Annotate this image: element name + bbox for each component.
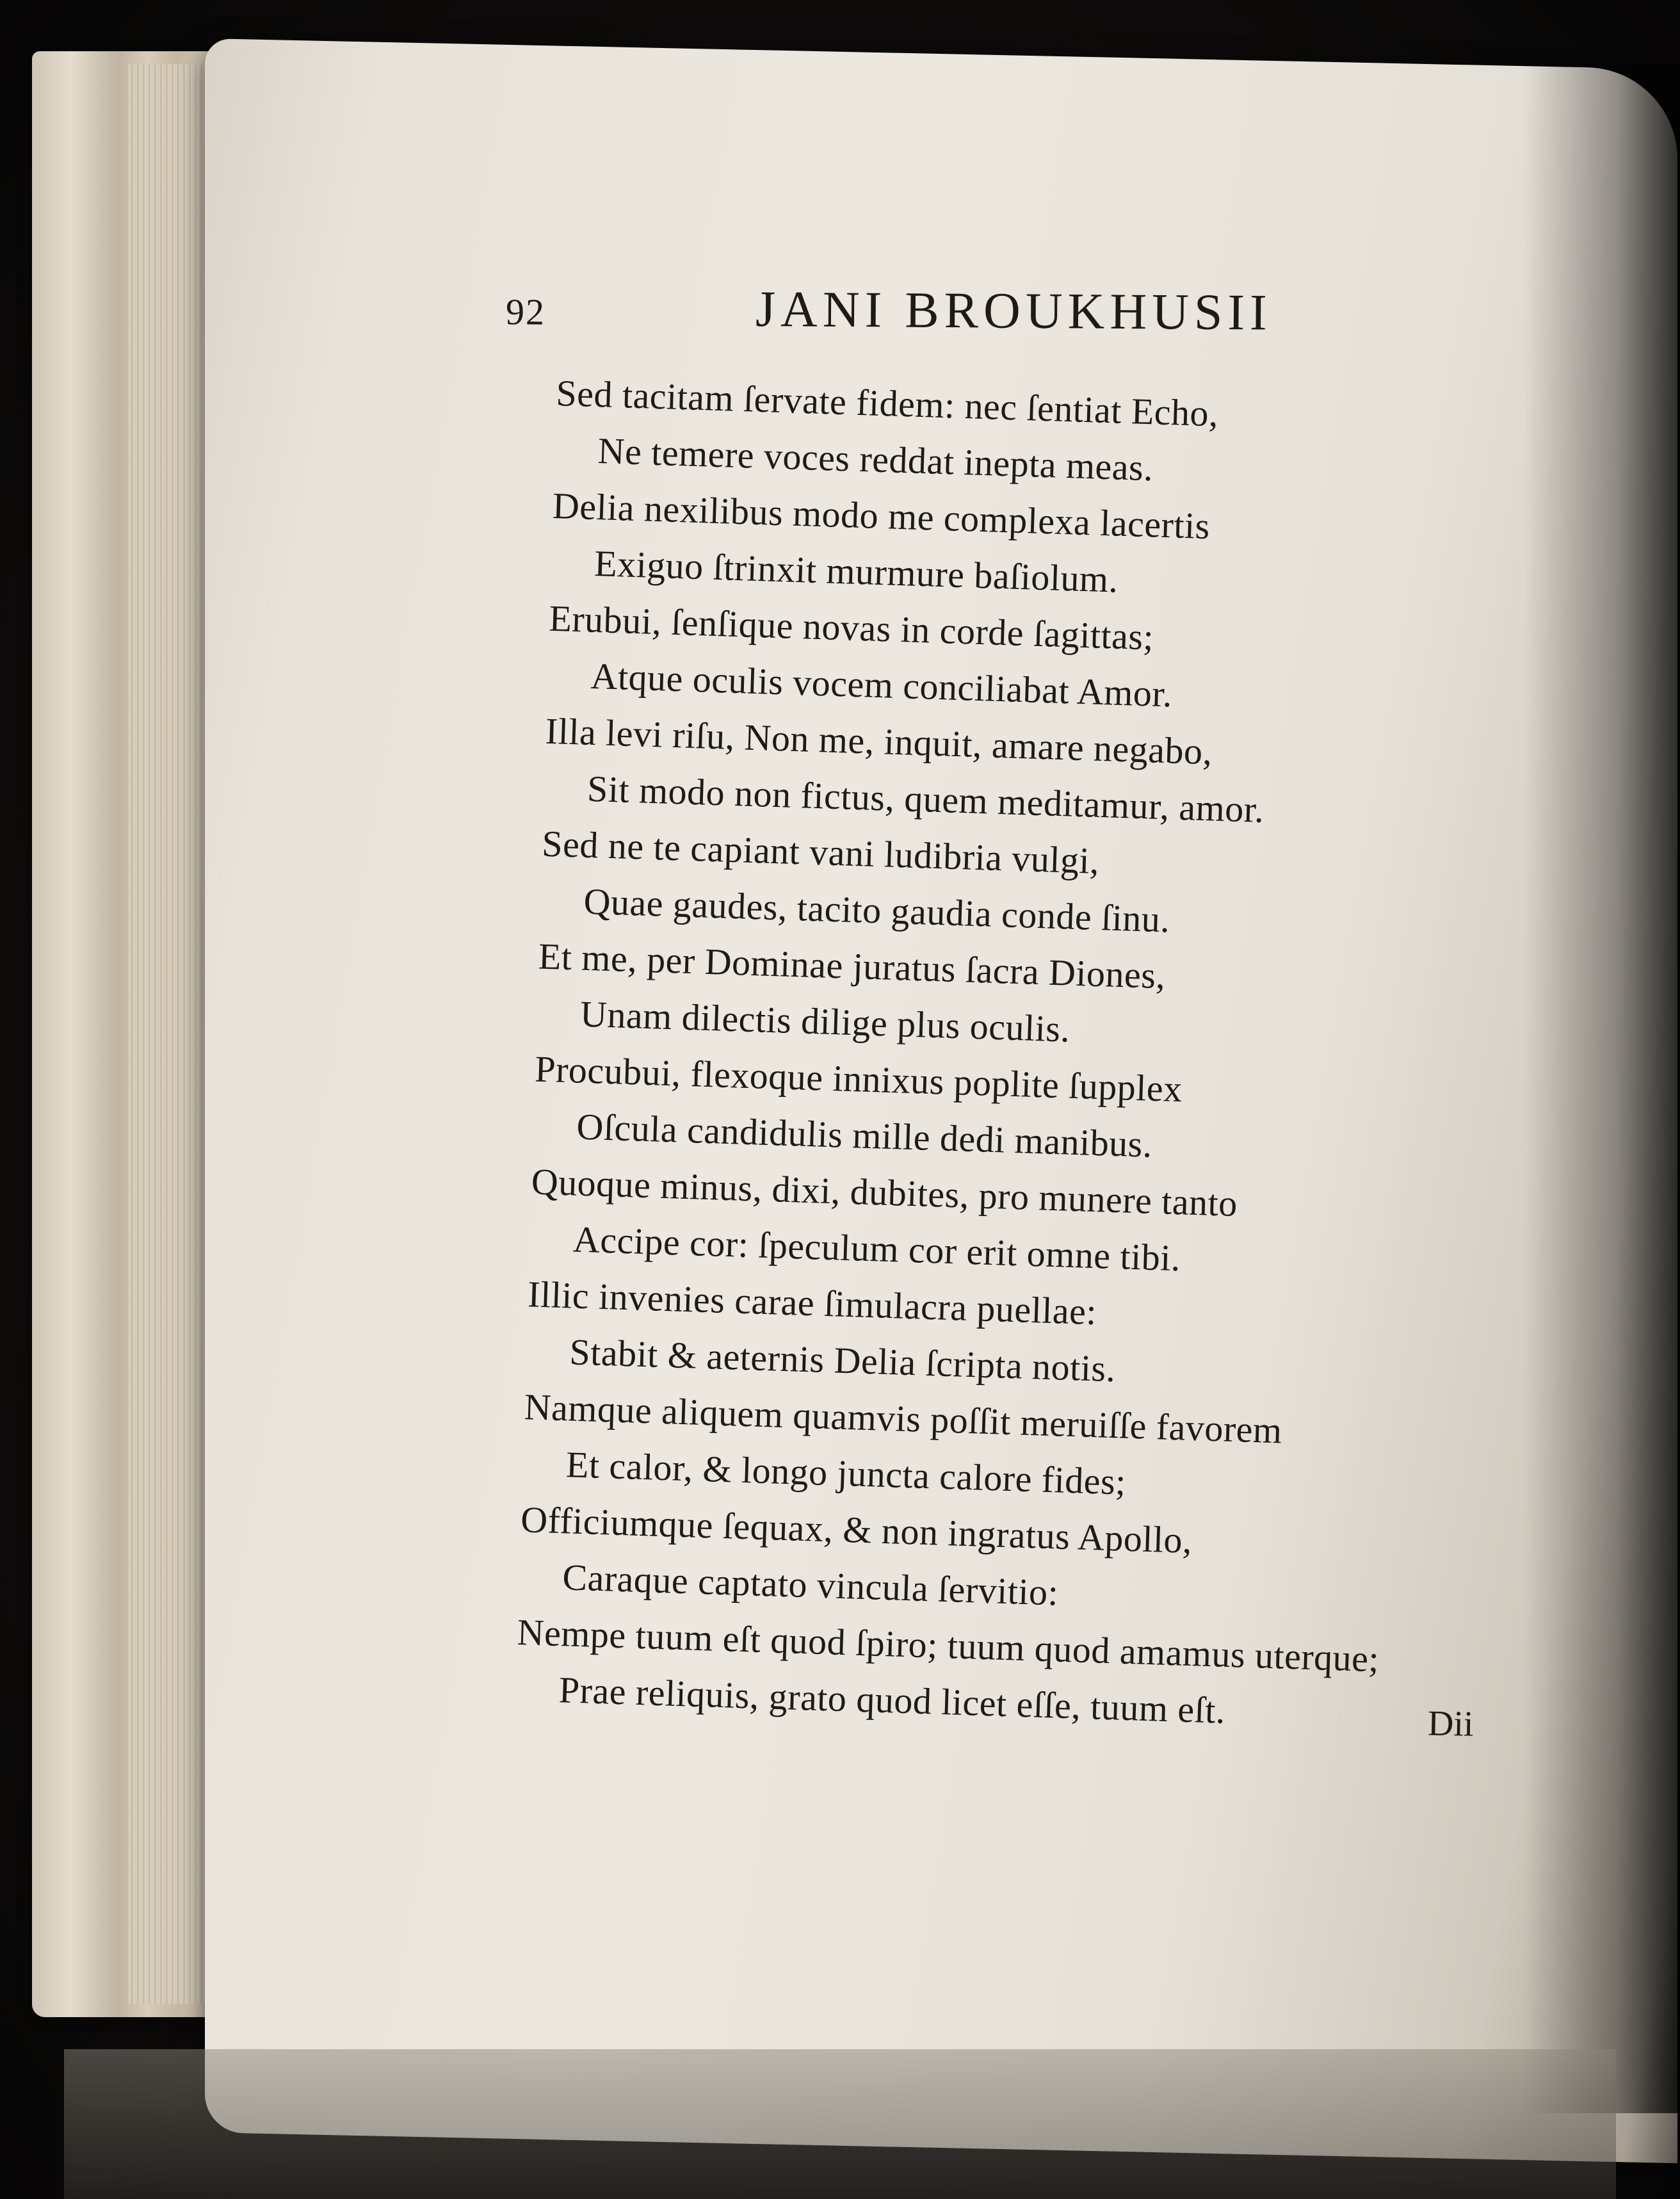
- page-number: 92: [505, 291, 546, 333]
- verse-line: Stabit & aeternis Delia ſcripta notis.: [569, 1331, 1117, 1390]
- verse-line: Unam dilectis dilige plus oculis.: [579, 993, 1071, 1050]
- verse-line: Sit modo non fictus, quem meditamur, amor.: [586, 767, 1265, 831]
- signature-mark: Dii: [1427, 1703, 1474, 1744]
- verse-line: Caraque captato vincula ſervitio:: [561, 1556, 1060, 1614]
- verse-line: Delia nexilibus modo me complexa lacertis: [552, 484, 1211, 548]
- verse-line: Accipe cor: ſpeculum cor erit omne tibi.: [572, 1218, 1181, 1279]
- verse-line: Et calor, & longo juncta calore fides;: [565, 1443, 1127, 1503]
- verse-line: Namque aliquem quamvis poſſit meruiſſe favorem: [523, 1386, 1283, 1452]
- verse-line: Nempe tuum eſt quod ſpiro; tuum quod amamus uterque;: [516, 1611, 1380, 1680]
- verse-line: Quoque minus, dixi, dubites, pro munere tanto: [530, 1160, 1238, 1225]
- verse-line: Atque oculis vocem conciliabat Amor.: [590, 654, 1174, 715]
- verse-line: Prae reliquis, grato quod licet eſſe, tuum eſt.: [558, 1669, 1226, 1732]
- verse-line: Exiguo ſtrinxit murmure baſiolum.: [594, 542, 1119, 601]
- running-head: [506, 279, 1377, 348]
- verse-line: Procubui, flexoque innixus poplite ſupplex: [534, 1048, 1183, 1110]
- verse-line: Sed ne te capiant vani ludibria vulgi,: [541, 822, 1101, 882]
- verse-line: Et me, per Dominae juratus ſacra Diones,: [537, 935, 1167, 997]
- poem-text: [515, 365, 1453, 1745]
- verse-line: Sed tacitam ſervate fidem: nec ſentiat Echo,: [555, 371, 1220, 435]
- verse-line: Illic invenies carae ſimulacra puellae:: [527, 1273, 1098, 1333]
- verse-line: Officiumque ſequax, & non ingratus Apollo,: [520, 1498, 1193, 1562]
- verse-line: Illa levi riſu, Non me, inquit, amare negabo,: [545, 710, 1213, 773]
- verse-line: Oſcula candidulis mille dedi manibus.: [576, 1105, 1153, 1165]
- running-title: JANI BROUKHUSII: [755, 280, 1273, 341]
- verse-line: Ne temere voces reddat inepta meas.: [597, 430, 1154, 489]
- verse-line: Quae gaudes, tacito gaudia conde ſinu.: [583, 880, 1171, 941]
- verse-line: Erubui, ſenſique novas in corde ſagittas;: [548, 597, 1155, 658]
